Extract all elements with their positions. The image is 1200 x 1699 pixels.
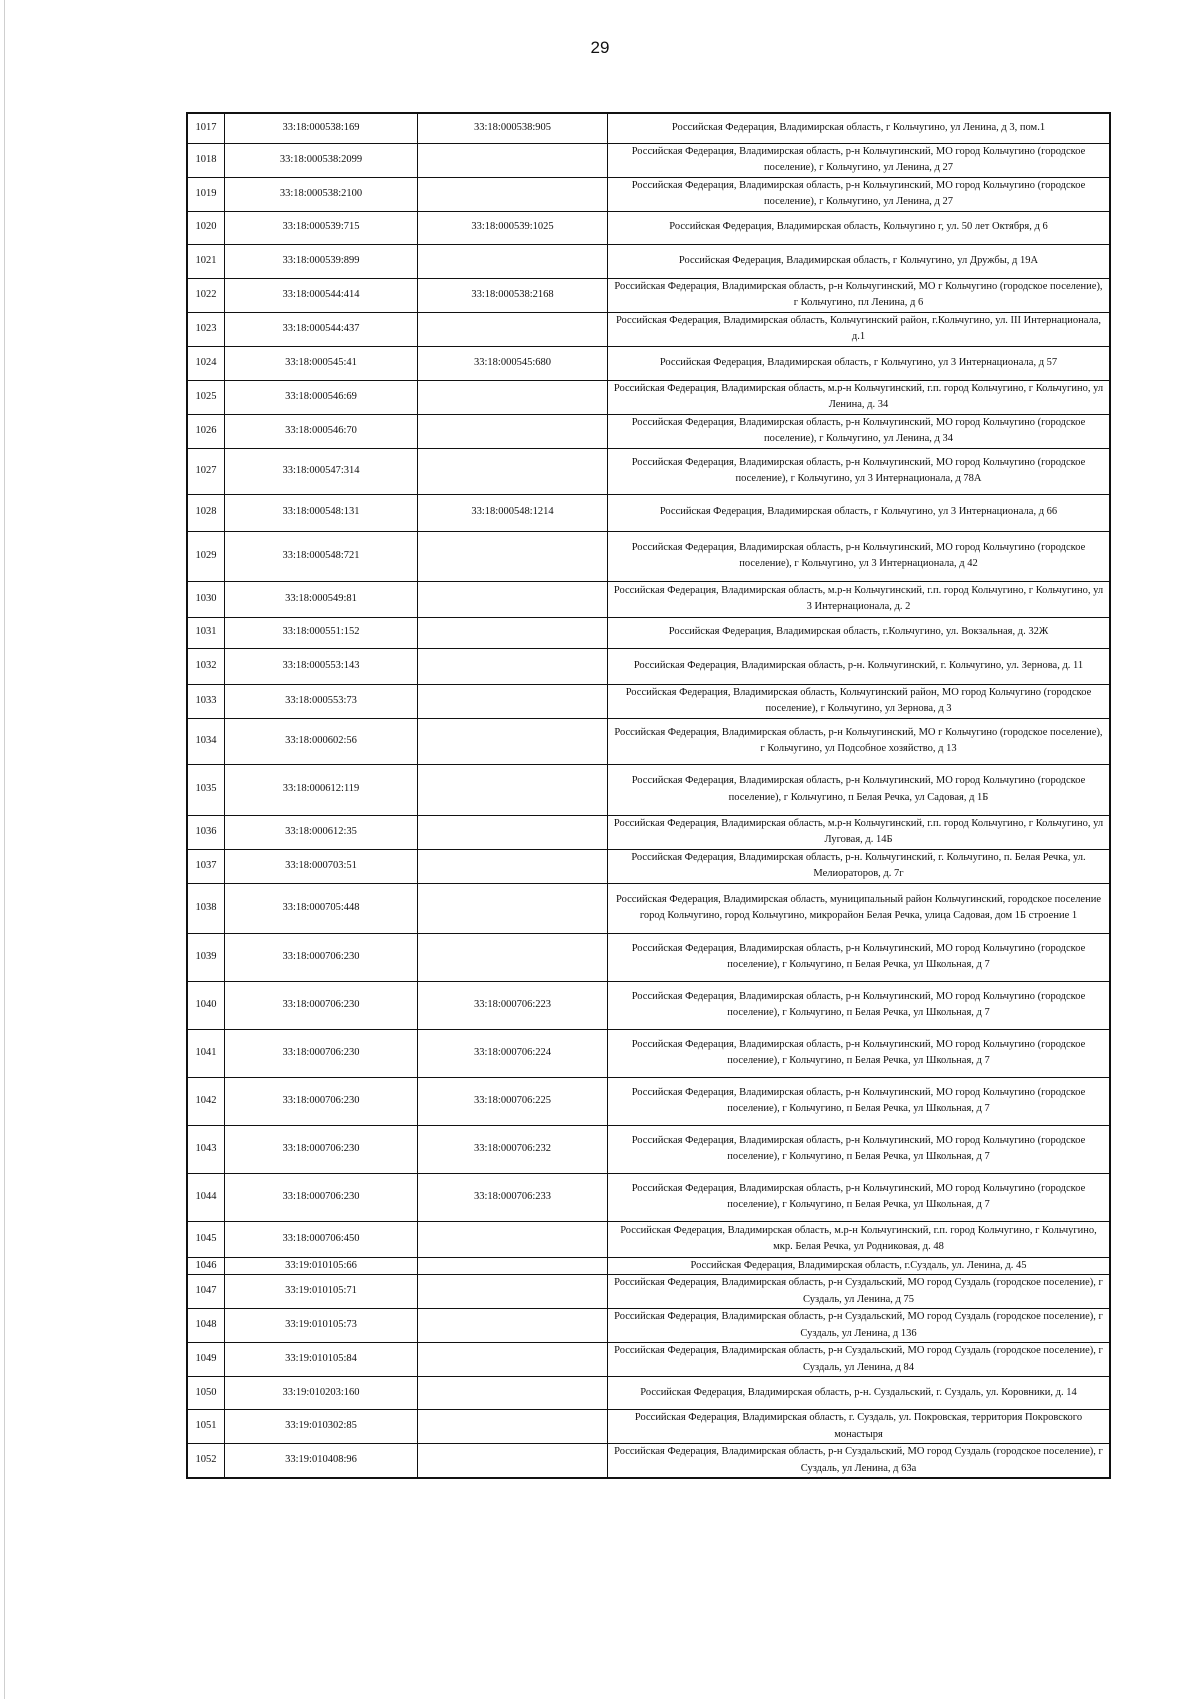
land-cadastral-number-cell: 33:18:000549:81 — [225, 581, 418, 617]
land-cadastral-number-cell: 33:18:000602:56 — [225, 718, 418, 764]
address-cell: Российская Федерация, Владимирская область, р-н. Суздальский, г. Суздаль, ул. Коровники, д. 14 — [608, 1377, 1111, 1410]
row-number-cell: 1047 — [187, 1275, 225, 1309]
address-cell: Российская Федерация, Владимирская область, г Кольчугино, ул 3 Интернационала, д 66 — [608, 494, 1111, 531]
address-cell: Российская Федерация, Владимирская область, р-н Кольчугинский, МО город Кольчугино (городское поселение), г Кольчугино, ул 3 Интернационала, д 78А — [608, 448, 1111, 494]
land-cadastral-number-cell: 33:19:010105:66 — [225, 1257, 418, 1275]
object-cadastral-number-cell — [418, 1309, 608, 1343]
land-cadastral-number-cell: 33:18:000703:51 — [225, 849, 418, 883]
address-cell: Российская Федерация, Владимирская область, Кольчугинский район, МО город Кольчугино (городское поселение), г Кольчугино, ул Зернова, д 3 — [608, 684, 1111, 718]
table-row — [187, 448, 1110, 494]
object-cadastral-number-cell — [418, 1221, 608, 1257]
row-number-cell: 1039 — [187, 933, 225, 981]
address-cell: Российская Федерация, Владимирская область, м.р-н Кольчугинский, г.п. город Кольчугино, г Кольчугино, мкр. Белая Речка, ул Родниковая, д. 48 — [608, 1221, 1111, 1257]
object-cadastral-number-cell: 33:18:000545:680 — [418, 346, 608, 380]
address-cell: Российская Федерация, Владимирская область, Кольчугино г, ул. 50 лет Октября, д 6 — [608, 211, 1111, 244]
address-cell: Российская Федерация, Владимирская область, р-н Кольчугинский, МО город Кольчугино (городское поселение), г Кольчугино, п Белая Речка, ул Школьная, д 7 — [608, 1173, 1111, 1221]
table-row — [187, 1410, 1110, 1444]
object-cadastral-number-cell — [418, 244, 608, 278]
address-cell: Российская Федерация, Владимирская область, м.р-н Кольчугинский, г.п. город Кольчугино, г Кольчугино, ул Ленина, д. 34 — [608, 380, 1111, 414]
object-cadastral-number-cell — [418, 448, 608, 494]
address-cell: Российская Федерация, Владимирская область, р-н Кольчугинский, МО город Кольчугино (городское поселение), г Кольчугино, ул Ленина, д 34 — [608, 414, 1111, 448]
table-row — [187, 1444, 1110, 1479]
table-row — [187, 581, 1110, 617]
table-row — [187, 1343, 1110, 1377]
address-cell: Российская Федерация, Владимирская область, р-н Кольчугинский, МО город Кольчугино (городское поселение), г Кольчугино, п Белая Речка, ул Школьная, д 7 — [608, 1029, 1111, 1077]
table-row — [187, 849, 1110, 883]
land-cadastral-number-cell: 33:18:000538:2099 — [225, 143, 418, 177]
address-cell: Российская Федерация, Владимирская область, г.Суздаль, ул. Ленина, д. 45 — [608, 1257, 1111, 1275]
object-cadastral-number-cell: 33:18:000539:1025 — [418, 211, 608, 244]
row-number-cell: 1026 — [187, 414, 225, 448]
address-cell: Российская Федерация, Владимирская область, г Кольчугино, ул 3 Интернационала, д 57 — [608, 346, 1111, 380]
object-cadastral-number-cell: 33:18:000706:225 — [418, 1077, 608, 1125]
address-cell: Российская Федерация, Владимирская область, г Кольчугино, ул Дружбы, д 19А — [608, 244, 1111, 278]
table-row — [187, 143, 1110, 177]
object-cadastral-number-cell — [418, 380, 608, 414]
row-number-cell: 1028 — [187, 494, 225, 531]
object-cadastral-number-cell — [418, 143, 608, 177]
land-cadastral-number-cell: 33:18:000548:721 — [225, 531, 418, 581]
address-cell: Российская Федерация, Владимирская область, р-н Суздальский, МО город Суздаль (городское поселение), г Суздаль, ул Ленина, д 63а — [608, 1444, 1111, 1479]
object-cadastral-number-cell — [418, 1377, 608, 1410]
row-number-cell: 1046 — [187, 1257, 225, 1275]
table-row — [187, 1077, 1110, 1125]
object-cadastral-number-cell — [418, 648, 608, 684]
address-cell: Российская Федерация, Владимирская область, р-н Кольчугинский, МО город Кольчугино (городское поселение), г Кольчугино, п Белая Речка, ул Школьная, д 7 — [608, 981, 1111, 1029]
table-row — [187, 278, 1110, 312]
table-row — [187, 1309, 1110, 1343]
page-number: 29 — [590, 38, 610, 57]
object-cadastral-number-cell — [418, 1275, 608, 1309]
address-cell: Российская Федерация, Владимирская область, г.Кольчугино, ул. Вокзальная, д. 32Ж — [608, 617, 1111, 648]
land-cadastral-number-cell: 33:18:000538:169 — [225, 113, 418, 143]
address-cell: Российская Федерация, Владимирская область, р-н Суздальский, МО город Суздаль (городское поселение), г Суздаль, ул Ленина, д 84 — [608, 1343, 1111, 1377]
land-cadastral-number-cell: 33:18:000539:715 — [225, 211, 418, 244]
object-cadastral-number-cell: 33:18:000538:2168 — [418, 278, 608, 312]
table-row — [187, 981, 1110, 1029]
row-number-cell: 1029 — [187, 531, 225, 581]
object-cadastral-number-cell — [418, 815, 608, 849]
object-cadastral-number-cell — [418, 312, 608, 346]
table-row — [187, 1029, 1110, 1077]
row-number-cell: 1023 — [187, 312, 225, 346]
land-cadastral-number-cell: 33:18:000551:152 — [225, 617, 418, 648]
table-row — [187, 933, 1110, 981]
address-cell: Российская Федерация, Владимирская область, Кольчугинский район, г.Кольчугино, ул. III Интернационала, д.1 — [608, 312, 1111, 346]
object-cadastral-number-cell: 33:18:000706:224 — [418, 1029, 608, 1077]
table-row — [187, 1275, 1110, 1309]
row-number-cell: 1041 — [187, 1029, 225, 1077]
object-cadastral-number-cell — [418, 1343, 608, 1377]
row-number-cell: 1038 — [187, 883, 225, 933]
object-cadastral-number-cell — [418, 764, 608, 815]
land-cadastral-number-cell: 33:18:000548:131 — [225, 494, 418, 531]
row-number-cell: 1019 — [187, 177, 225, 211]
table-row — [187, 883, 1110, 933]
address-cell: Российская Федерация, Владимирская область, р-н Кольчугинский, МО город Кольчугино (городское поселение), г Кольчугино, ул Ленина, д 27 — [608, 177, 1111, 211]
row-number-cell: 1020 — [187, 211, 225, 244]
object-cadastral-number-cell — [418, 933, 608, 981]
address-cell: Российская Федерация, Владимирская область, муниципальный район Кольчугинский, городское поселение город Кольчугино, город Кольчугино, микрорайон Белая Речка, улица Садовая, дом 1Б строение 1 — [608, 883, 1111, 933]
land-cadastral-number-cell: 33:18:000538:2100 — [225, 177, 418, 211]
address-cell: Российская Федерация, Владимирская область, р-н Кольчугинский, МО г Кольчугино (городское поселение), г Кольчугино, ул Подсобное хозяйство, д 13 — [608, 718, 1111, 764]
land-cadastral-number-cell: 33:19:010105:71 — [225, 1275, 418, 1309]
object-cadastral-number-cell — [418, 414, 608, 448]
table-row — [187, 684, 1110, 718]
table-row — [187, 177, 1110, 211]
land-cadastral-number-cell: 33:18:000706:230 — [225, 1173, 418, 1221]
address-cell: Российская Федерация, Владимирская область, р-н Кольчугинский, МО город Кольчугино (городское поселение), г Кольчугино, п Белая Речка, ул Школьная, д 7 — [608, 1077, 1111, 1125]
row-number-cell: 1048 — [187, 1309, 225, 1343]
address-cell: Российская Федерация, Владимирская область, р-н Кольчугинский, МО город Кольчугино (городское поселение), г Кольчугино, ул 3 Интернационала, д 42 — [608, 531, 1111, 581]
table-row — [187, 617, 1110, 648]
row-number-cell: 1037 — [187, 849, 225, 883]
table-row — [187, 494, 1110, 531]
land-cadastral-number-cell: 33:18:000705:448 — [225, 883, 418, 933]
address-cell: Российская Федерация, Владимирская область, м.р-н Кольчугинский, г.п. город Кольчугино, г Кольчугино, ул Луговая, д. 14Б — [608, 815, 1111, 849]
address-cell: Российская Федерация, Владимирская область, р-н Кольчугинский, МО г Кольчугино (городское поселение), г Кольчугино, пл Ленина, д 6 — [608, 278, 1111, 312]
object-cadastral-number-cell — [418, 684, 608, 718]
row-number-cell: 1050 — [187, 1377, 225, 1410]
land-cadastral-number-cell: 33:18:000706:230 — [225, 1029, 418, 1077]
land-cadastral-number-cell: 33:18:000539:899 — [225, 244, 418, 278]
object-cadastral-number-cell: 33:18:000706:223 — [418, 981, 608, 1029]
land-cadastral-number-cell: 33:18:000612:35 — [225, 815, 418, 849]
address-cell: Российская Федерация, Владимирская область, р-н Кольчугинский, МО город Кольчугино (городское поселение), г Кольчугино, ул Ленина, д 27 — [608, 143, 1111, 177]
land-cadastral-number-cell: 33:19:010105:84 — [225, 1343, 418, 1377]
object-cadastral-number-cell: 33:18:000538:905 — [418, 113, 608, 143]
land-cadastral-number-cell: 33:19:010203:160 — [225, 1377, 418, 1410]
object-cadastral-number-cell — [418, 531, 608, 581]
land-cadastral-number-cell: 33:18:000706:230 — [225, 1125, 418, 1173]
land-cadastral-number-cell: 33:18:000546:69 — [225, 380, 418, 414]
table-row — [187, 1221, 1110, 1257]
table-row — [187, 1125, 1110, 1173]
table-row — [187, 1173, 1110, 1221]
object-cadastral-number-cell — [418, 1257, 608, 1275]
land-cadastral-number-cell: 33:18:000544:414 — [225, 278, 418, 312]
table-row — [187, 764, 1110, 815]
row-number-cell: 1021 — [187, 244, 225, 278]
row-number-cell: 1030 — [187, 581, 225, 617]
land-cadastral-number-cell: 33:18:000544:437 — [225, 312, 418, 346]
scan-edge-line — [4, 0, 5, 1699]
address-cell: Российская Федерация, Владимирская область, р-н Кольчугинский, МО город Кольчугино (городское поселение), г Кольчугино, п Белая Речка, ул Школьная, д 7 — [608, 933, 1111, 981]
table-row — [187, 531, 1110, 581]
table-row — [187, 414, 1110, 448]
address-cell: Российская Федерация, Владимирская область, р-н Кольчугинский, МО город Кольчугино (городское поселение), г Кольчугино, п Белая Речка, ул Школьная, д 7 — [608, 1125, 1111, 1173]
row-number-cell: 1035 — [187, 764, 225, 815]
land-cadastral-number-cell: 33:19:010302:85 — [225, 1410, 418, 1444]
address-cell: Российская Федерация, Владимирская область, р-н. Кольчугинский, г. Кольчугино, ул. Зернова, д. 11 — [608, 648, 1111, 684]
address-cell: Российская Федерация, Владимирская область, р-н Кольчугинский, МО город Кольчугино (городское поселение), г Кольчугино, п Белая Речка, ул Садовая, д 1Б — [608, 764, 1111, 815]
land-cadastral-number-cell: 33:19:010408:96 — [225, 1444, 418, 1479]
land-cadastral-number-cell: 33:18:000706:230 — [225, 933, 418, 981]
row-number-cell: 1027 — [187, 448, 225, 494]
object-cadastral-number-cell — [418, 581, 608, 617]
land-cadastral-number-cell: 33:18:000706:230 — [225, 1077, 418, 1125]
object-cadastral-number-cell — [418, 718, 608, 764]
table-row — [187, 648, 1110, 684]
row-number-cell: 1033 — [187, 684, 225, 718]
row-number-cell: 1034 — [187, 718, 225, 764]
land-cadastral-number-cell: 33:18:000553:143 — [225, 648, 418, 684]
row-number-cell: 1017 — [187, 113, 225, 143]
row-number-cell: 1040 — [187, 981, 225, 1029]
row-number-cell: 1051 — [187, 1410, 225, 1444]
object-cadastral-number-cell — [418, 1410, 608, 1444]
table-row — [187, 380, 1110, 414]
registry-table — [186, 112, 1111, 1479]
object-cadastral-number-cell — [418, 849, 608, 883]
table-row — [187, 211, 1110, 244]
land-cadastral-number-cell: 33:18:000545:41 — [225, 346, 418, 380]
row-number-cell: 1045 — [187, 1221, 225, 1257]
table-row — [187, 718, 1110, 764]
row-number-cell: 1043 — [187, 1125, 225, 1173]
table-row — [187, 815, 1110, 849]
land-cadastral-number-cell: 33:18:000546:70 — [225, 414, 418, 448]
row-number-cell: 1036 — [187, 815, 225, 849]
registry-table-body — [187, 113, 1110, 1478]
address-cell: Российская Федерация, Владимирская область, р-н Суздальский, МО город Суздаль (городское поселение), г Суздаль, ул Ленина, д 136 — [608, 1309, 1111, 1343]
address-cell: Российская Федерация, Владимирская область, г Кольчугино, ул Ленина, д 3, пом.1 — [608, 113, 1111, 143]
row-number-cell: 1032 — [187, 648, 225, 684]
land-cadastral-number-cell: 33:18:000553:73 — [225, 684, 418, 718]
address-cell: Российская Федерация, Владимирская область, м.р-н Кольчугинский, г.п. город Кольчугино, г Кольчугино, ул 3 Интернационала, д. 2 — [608, 581, 1111, 617]
row-number-cell: 1018 — [187, 143, 225, 177]
row-number-cell: 1024 — [187, 346, 225, 380]
row-number-cell: 1052 — [187, 1444, 225, 1479]
table-row — [187, 113, 1110, 143]
object-cadastral-number-cell: 33:18:000706:232 — [418, 1125, 608, 1173]
table-row — [187, 1257, 1110, 1275]
row-number-cell: 1022 — [187, 278, 225, 312]
object-cadastral-number-cell: 33:18:000548:1214 — [418, 494, 608, 531]
land-cadastral-number-cell: 33:18:000706:230 — [225, 981, 418, 1029]
object-cadastral-number-cell: 33:18:000706:233 — [418, 1173, 608, 1221]
table-row — [187, 244, 1110, 278]
table-row — [187, 1377, 1110, 1410]
address-cell: Российская Федерация, Владимирская область, г. Суздаль, ул. Покровская, территория Покровского монастыря — [608, 1410, 1111, 1444]
row-number-cell: 1042 — [187, 1077, 225, 1125]
row-number-cell: 1025 — [187, 380, 225, 414]
row-number-cell: 1049 — [187, 1343, 225, 1377]
object-cadastral-number-cell — [418, 617, 608, 648]
address-cell: Российская Федерация, Владимирская область, р-н Суздальский, МО город Суздаль (городское поселение), г Суздаль, ул Ленина, д 75 — [608, 1275, 1111, 1309]
land-cadastral-number-cell: 33:18:000706:450 — [225, 1221, 418, 1257]
object-cadastral-number-cell — [418, 1444, 608, 1479]
table-row — [187, 312, 1110, 346]
land-cadastral-number-cell: 33:18:000612:119 — [225, 764, 418, 815]
row-number-cell: 1044 — [187, 1173, 225, 1221]
row-number-cell: 1031 — [187, 617, 225, 648]
address-cell: Российская Федерация, Владимирская область, р-н. Кольчугинский, г. Кольчугино, п. Белая Речка, ул. Мелиораторов, д. 7г — [608, 849, 1111, 883]
object-cadastral-number-cell — [418, 883, 608, 933]
land-cadastral-number-cell: 33:18:000547:314 — [225, 448, 418, 494]
table-row — [187, 346, 1110, 380]
object-cadastral-number-cell — [418, 177, 608, 211]
land-cadastral-number-cell: 33:19:010105:73 — [225, 1309, 418, 1343]
